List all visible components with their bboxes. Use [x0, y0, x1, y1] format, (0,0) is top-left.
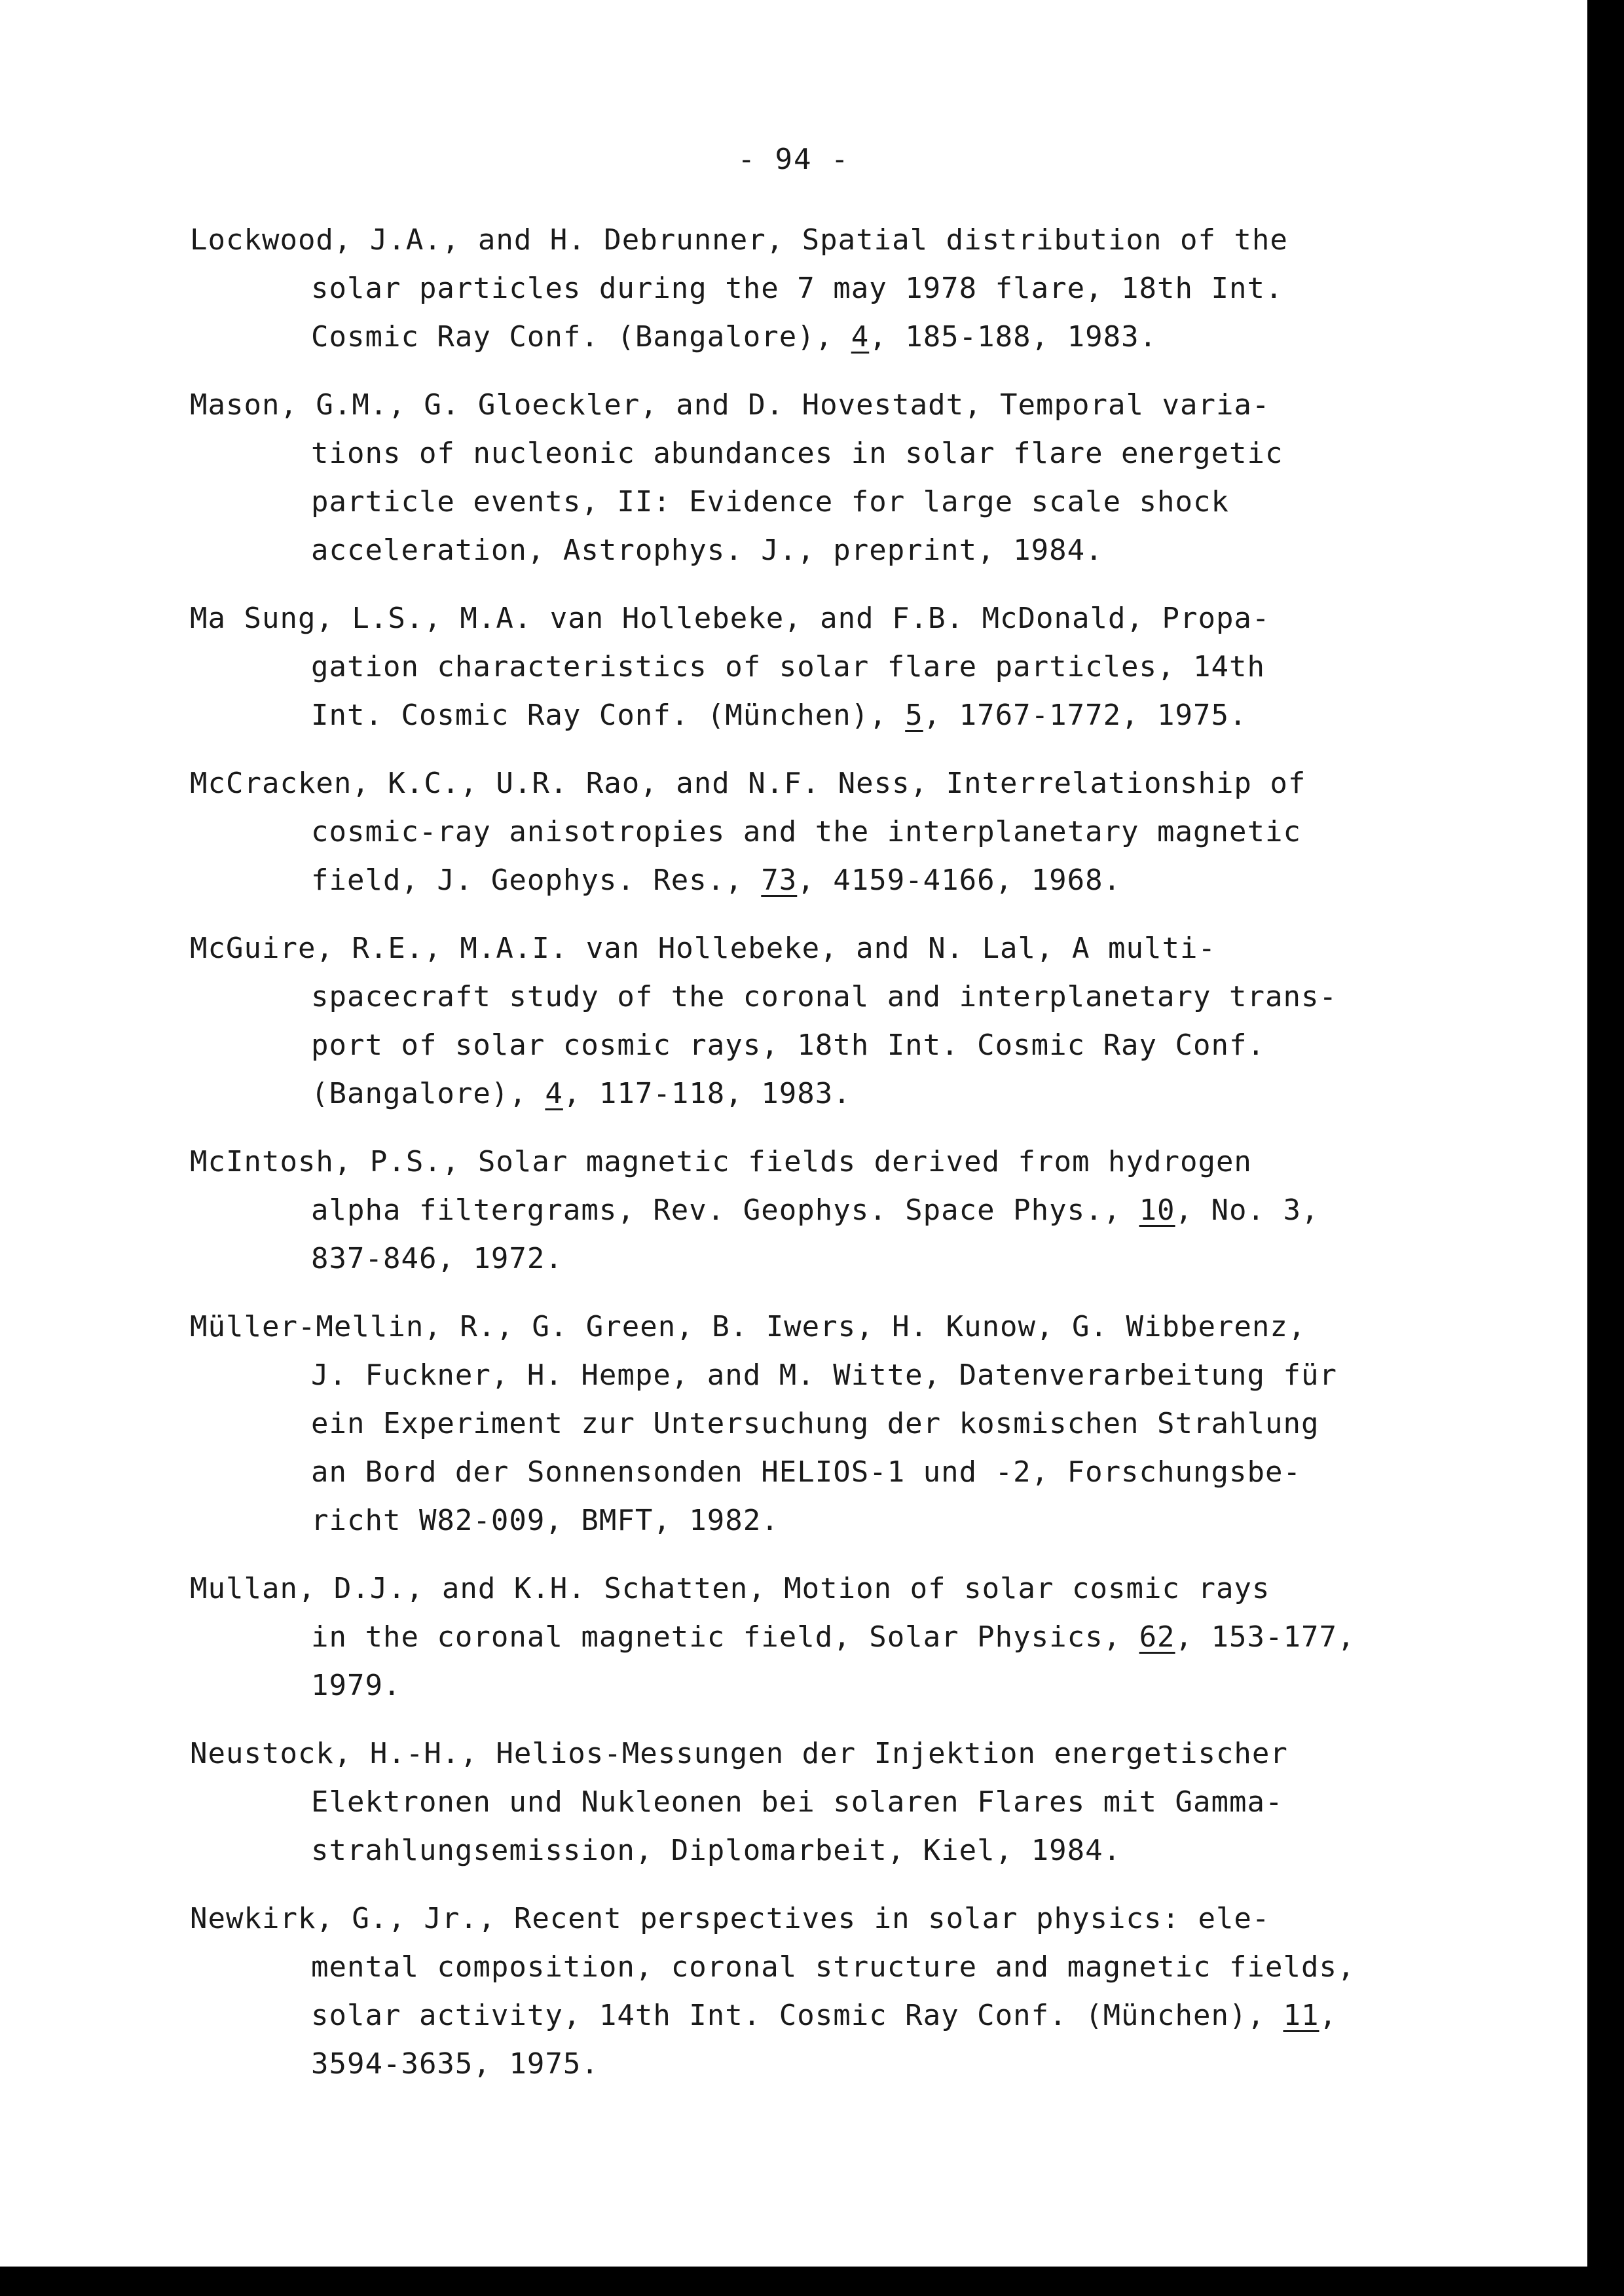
reference-entry [190, 1138, 1473, 1283]
reference-entry [190, 216, 1473, 361]
reference-continuation-line: strahlungsemission, Diplomarbeit, Kiel, 1984. [311, 1834, 1122, 1867]
reference-entry [190, 594, 1473, 740]
reference-continuation-line: gation characteristics of solar flare particles, 14th [311, 650, 1265, 683]
volume-number: 62 [1139, 1620, 1175, 1654]
reference-text: , 1767-1772, 1975. [923, 699, 1247, 732]
reference-continuation-line: spacecraft study of the coronal and interplanetary trans- [311, 980, 1337, 1013]
reference-text: solar activity, 14th Int. Cosmic Ray Conf. (München), [311, 1999, 1283, 2032]
reference-text: , No. 3, [1175, 1194, 1320, 1227]
reference-continuation-line: J. Fuckner, H. Hempe, and M. Witte, Datenverarbeitung für [311, 1358, 1337, 1392]
reference-text: , 185-188, 1983. [869, 320, 1158, 354]
reference-continuation-line: richt W82-009, BMFT, 1982. [311, 1504, 779, 1537]
reference-text: alpha filtergrams, Rev. Geophys. Space Phys., [311, 1194, 1139, 1227]
reference-first-line: Newkirk, G., Jr., Recent perspectives in solar physics: ele- [190, 1902, 1270, 1935]
reference-text: , 153-177, [1175, 1620, 1356, 1654]
reference-continuation-line [190, 856, 1473, 905]
reference-continuation-line: particle events, II: Evidence for large scale shock [311, 485, 1230, 519]
reference-text: , 117-118, 1983. [563, 1077, 851, 1110]
reference-first-line: McCracken, K.C., U.R. Rao, and N.F. Ness, Interrelationship of [190, 767, 1306, 800]
reference-text: field, J. Geophys. Res., [311, 864, 762, 897]
reference-first-line: Mullan, D.J., and K.H. Schatten, Motion of solar cosmic rays [190, 1572, 1270, 1605]
reference-text: (Bangalore), [311, 1077, 545, 1110]
reference-entry [190, 759, 1473, 905]
reference-continuation-line [190, 1186, 1473, 1235]
volume-number: 10 [1139, 1194, 1175, 1227]
reference-continuation-line [190, 691, 1473, 740]
reference-continuation-line [190, 1070, 1473, 1118]
reference-first-line: Lockwood, J.A., and H. Debrunner, Spatial distribution of the [190, 223, 1288, 257]
reference-entry [190, 1565, 1473, 1710]
reference-text: Int. Cosmic Ray Conf. (München), [311, 699, 906, 732]
reference-continuation-line: 837-846, 1972. [311, 1242, 563, 1275]
reference-continuation-line: cosmic-ray anisotropies and the interplanetary magnetic [311, 815, 1301, 848]
reference-text: , 4159-4166, 1968. [797, 864, 1122, 897]
reference-text: Cosmic Ray Conf. (Bangalore), [311, 320, 851, 354]
reference-continuation-line: mental composition, coronal structure and magnetic fields, [311, 1950, 1356, 1984]
reference-first-line: Mason, G.M., G. Gloeckler, and D. Hovestadt, Temporal varia- [190, 388, 1270, 422]
reference-first-line: McIntosh, P.S., Solar magnetic fields derived from hydrogen [190, 1145, 1252, 1178]
reference-continuation-line: tions of nucleonic abundances in solar flare energetic [311, 437, 1283, 470]
reference-continuation-line: solar particles during the 7 may 1978 flare, 18th Int. [311, 272, 1283, 305]
reference-entry [190, 1303, 1473, 1545]
reference-continuation-line [190, 1992, 1473, 2040]
reference-text: in the coronal magnetic field, Solar Physics, [311, 1620, 1139, 1654]
reference-continuation-line: acceleration, Astrophys. J., preprint, 1984. [311, 534, 1103, 567]
reference-first-line: McGuire, R.E., M.A.I. van Hollebeke, and N. Lal, A multi- [190, 932, 1216, 965]
volume-number: 73 [761, 864, 798, 897]
reference-continuation-line: 1979. [311, 1669, 401, 1702]
volume-number: 11 [1283, 1999, 1320, 2032]
volume-number: 5 [905, 699, 923, 732]
reference-entry [190, 381, 1473, 575]
reference-entry [190, 924, 1473, 1118]
reference-text: , [1319, 1999, 1337, 2032]
reference-entry [190, 1895, 1473, 2088]
page-number: - 94 - [737, 143, 850, 176]
reference-continuation-line: Elektronen und Nukleonen bei solaren Flares mit Gamma- [311, 1785, 1283, 1819]
reference-entry [190, 1730, 1473, 1875]
reference-continuation-line: an Bord der Sonnensonden HELIOS-1 und -2, Forschungsbe- [311, 1455, 1301, 1489]
reference-continuation-line [190, 313, 1473, 361]
reference-continuation-line: port of solar cosmic rays, 18th Int. Cosmic Ray Conf. [311, 1029, 1265, 1062]
reference-first-line: Neustock, H.-H., Helios-Messungen der Injektion energetischer [190, 1737, 1288, 1770]
reference-first-line: Müller-Mellin, R., G. Green, B. Iwers, H. Kunow, G. Wibberenz, [190, 1310, 1306, 1343]
volume-number: 4 [851, 320, 870, 354]
reference-continuation-line: 3594-3635, 1975. [311, 2047, 599, 2081]
volume-number: 4 [545, 1077, 563, 1110]
reference-continuation-line: ein Experiment zur Untersuchung der kosmischen Strahlung [311, 1407, 1320, 1440]
reference-continuation-line [190, 1613, 1473, 1662]
reference-list [190, 216, 1473, 2108]
reference-first-line: Ma Sung, L.S., M.A. van Hollebeke, and F.B. McDonald, Propa- [190, 602, 1270, 635]
